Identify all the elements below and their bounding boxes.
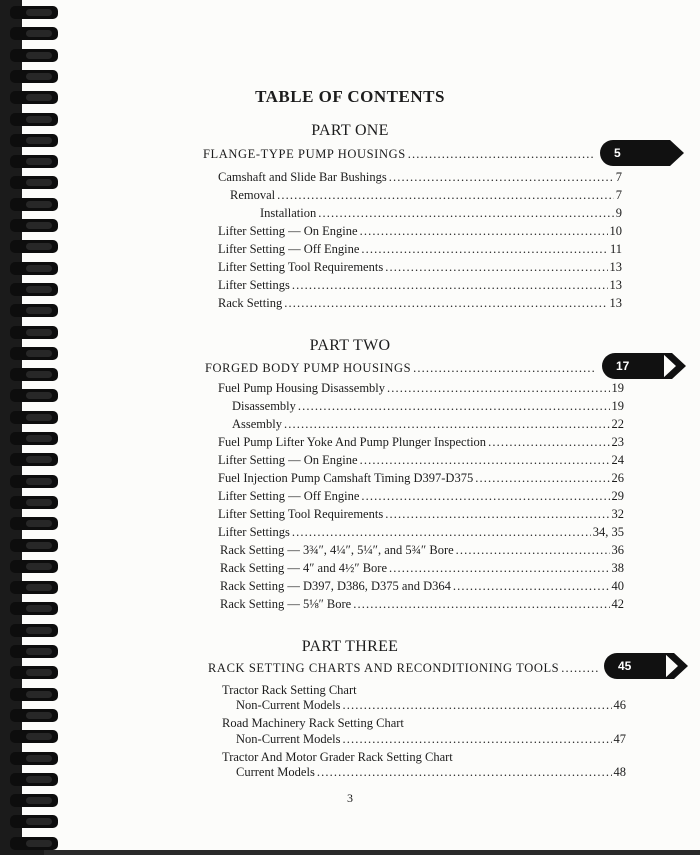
toc-entry[interactable]: Rack Setting . . . 13 (218, 296, 622, 312)
binding-coil (10, 389, 58, 402)
binding-coil (10, 198, 58, 211)
toc-entry[interactable]: Assembly . . . 22 (232, 417, 624, 433)
toc-entry[interactable]: Lifter Setting Tool Requirements . . . 32 (218, 507, 624, 523)
binding-coil (10, 6, 58, 19)
toc-entry-title: Tractor And Motor Grader Rack Setting Chart (222, 750, 453, 764)
binding-coil (10, 688, 58, 701)
binding-coil (10, 411, 58, 424)
binding-coil (10, 752, 58, 765)
binding-coil (10, 837, 58, 850)
binding-coil (10, 368, 58, 381)
toc-entry[interactable]: Non-Current Models . . . 46 (236, 698, 626, 714)
binding-coil (10, 432, 58, 445)
binding-coil (10, 219, 58, 232)
toc-entry[interactable]: Disassembly . . . 19 (232, 399, 624, 415)
toc-entry[interactable]: Lifter Setting — Off Engine . . . 11 (218, 242, 622, 258)
binding-coil (10, 155, 58, 168)
toc-entry[interactable]: Fuel Pump Housing Disassembly . . . 19 (218, 381, 624, 397)
toc-entry[interactable]: Fuel Pump Lifter Yoke And Pump Plunger Inspection . . . 23 (218, 435, 624, 451)
page-number: 3 (347, 791, 353, 805)
toc-entry[interactable]: Lifter Setting — Off Engine . . . 29 (218, 489, 624, 505)
binding-coil (10, 815, 58, 828)
binding-coil (10, 560, 58, 573)
binding-coil (10, 475, 58, 488)
page-title: TABLE OF CONTENTS (255, 87, 445, 106)
toc-entry[interactable]: Removal . . . 7 (230, 188, 622, 204)
binding-coil (10, 496, 58, 509)
binding-coil (10, 70, 58, 83)
toc-entry[interactable]: Rack Setting — D397, D386, D375 and D364 . . . 40 (220, 579, 624, 595)
binding-coil (10, 624, 58, 637)
toc-entry[interactable]: Rack Setting — 5⅛″ Bore . . . 42 (220, 597, 624, 613)
binding-coil (10, 602, 58, 615)
toc-entry[interactable]: Fuel Injection Pump Camshaft Timing D397-D375 . . . 26 (218, 471, 624, 487)
toc-entry[interactable]: Lifter Settings . . . 13 (218, 278, 622, 294)
toc-entry[interactable]: Lifter Setting — On Engine . . . 10 (218, 224, 622, 240)
binding-coil (10, 240, 58, 253)
part-two-heading: PART TWO (309, 337, 391, 354)
toc-entry[interactable]: Lifter Setting — On Engine . . . 24 (218, 453, 624, 469)
binding-coil (10, 176, 58, 189)
part-one-heading: PART ONE (311, 122, 389, 139)
binding-coil (10, 304, 58, 317)
binding-coil (10, 49, 58, 62)
toc-entry[interactable]: Non-Current Models . . . 47 (236, 732, 626, 748)
binding-coil (10, 453, 58, 466)
toc-entry[interactable]: Camshaft and Slide Bar Bushings . . . 7 (218, 170, 622, 186)
part-three-heading: PART THREE (301, 638, 399, 655)
binding-coil (10, 517, 58, 530)
binding-coil (10, 773, 58, 786)
binding-coil (10, 581, 58, 594)
section-flange-type: FLANGE-TYPE PUMP HOUSINGS . . . (203, 147, 595, 163)
toc-entry[interactable]: Lifter Settings . . . 34, 35 (218, 525, 624, 541)
toc-entry[interactable]: Rack Setting — 4″ and 4½″ Bore . . . 38 (220, 561, 624, 577)
section-forged-body: FORGED BODY PUMP HOUSINGS . . . (205, 361, 597, 377)
binding-coil (10, 730, 58, 743)
binding-coil (10, 666, 58, 679)
toc-entry-title: Road Machinery Rack Setting Chart (222, 716, 404, 730)
toc-entry[interactable]: Current Models . . . 48 (236, 765, 626, 781)
toc-entry[interactable]: Installation . . . 9 (260, 206, 622, 222)
toc-entry[interactable]: Lifter Setting Tool Requirements . . . 13 (218, 260, 622, 276)
binding-coil (10, 709, 58, 722)
toc-entry[interactable]: Rack Setting — 3¾″, 4¼″, 5¼″, and 5¾″ Bore . . . 36 (220, 543, 624, 559)
binding-coil (10, 283, 58, 296)
toc-entry-title: Tractor Rack Setting Chart (222, 683, 357, 697)
binding-coil (10, 539, 58, 552)
chevron-right-icon (662, 353, 688, 379)
chevron-right-icon (664, 653, 690, 679)
chevron-right-icon (660, 140, 686, 166)
binding-coil (10, 262, 58, 275)
binding-coil (10, 27, 58, 40)
section-rack-setting-charts: RACK SETTING CHARTS AND RECONDITIONING TOOLS . . . (208, 661, 600, 677)
